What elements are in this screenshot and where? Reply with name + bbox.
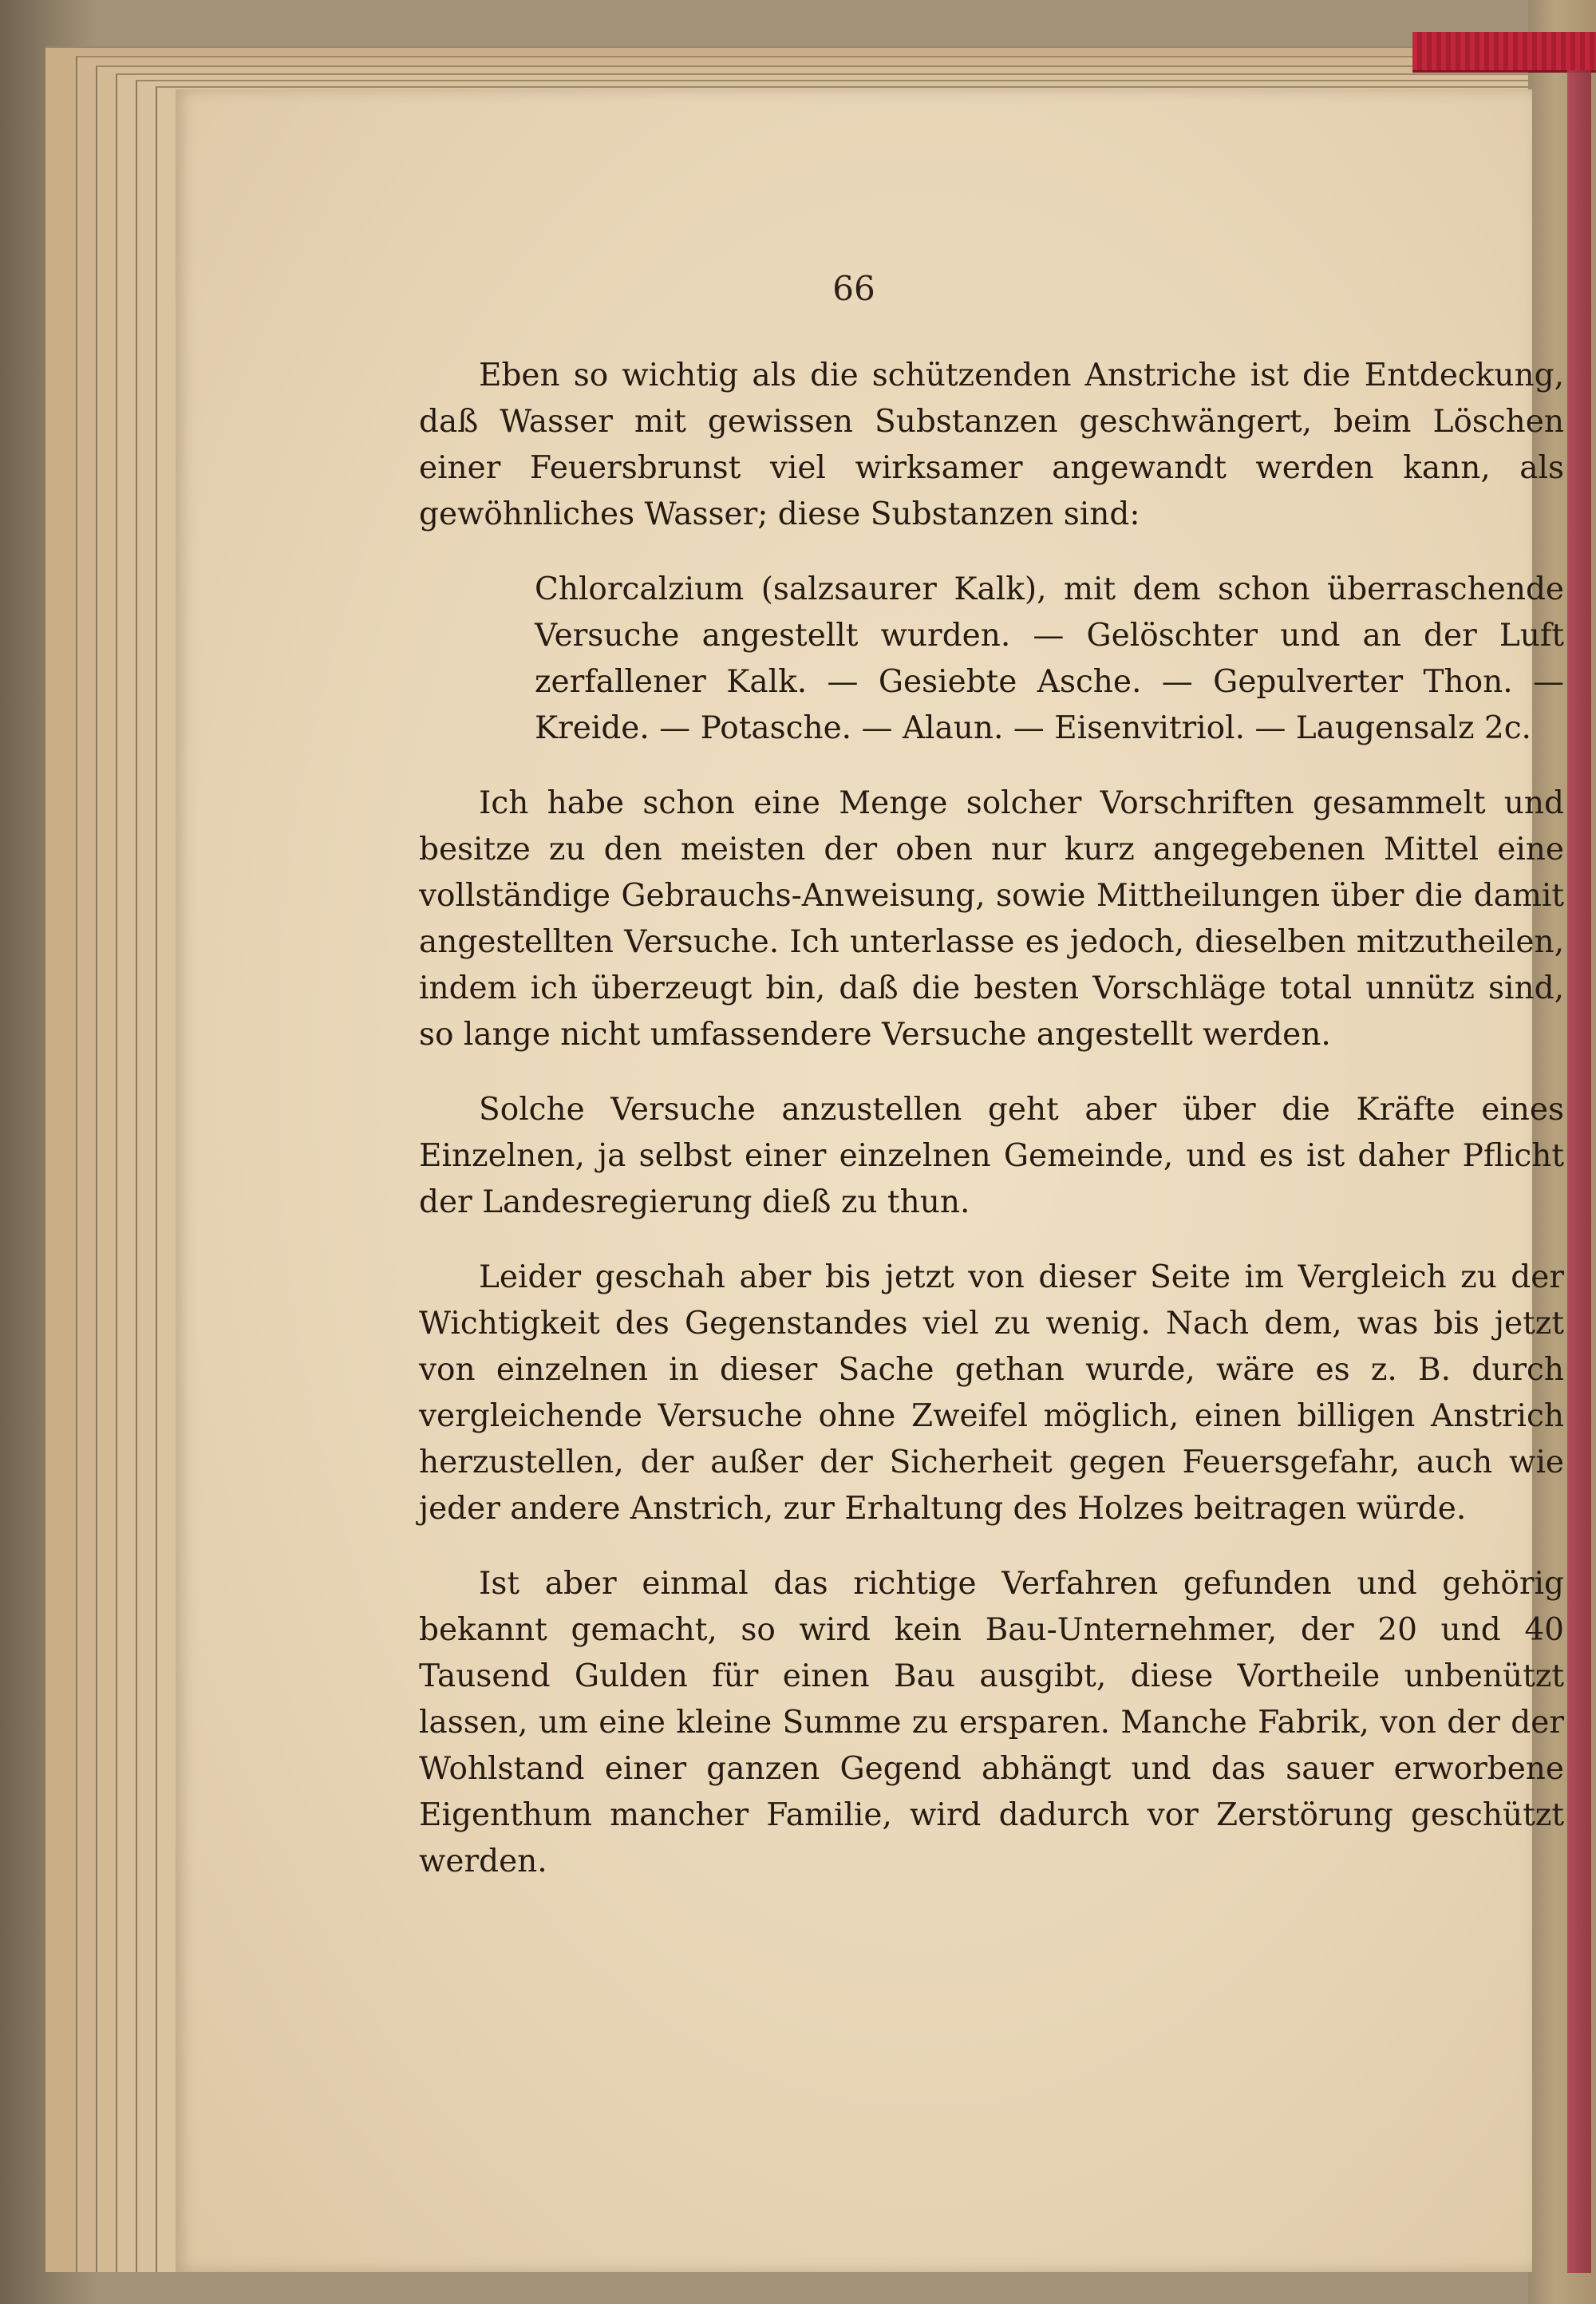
red-binding — [1412, 32, 1596, 73]
substance-list: Chlorcalzium (salzsaurer Kalk), mit dem schon überraschende Versuche angestellt wurden. — Gelöschter und an der Luft zerfallener Kalk. — Gesiebte Asche. — Gepulverter Thon. — Kreide. — Potasche. — Alaun. — Eisenvitriol. — Laugensalz 2c. — [535, 571, 1564, 746]
cover-edge — [1567, 70, 1591, 2273]
paragraph: Eben so wichtig als die schützenden Anstriche ist die Entdeckung, daß Wasser mit gewissen Substanzen geschwängert, beim Löschen einer Feuersbrunst viel wirksamer angewandt werden kann, als gewöhnliches Wasser; diese Substanzen sind: — [419, 358, 1564, 532]
paragraph: Leider geschah aber bis jetzt von dieser Seite im Vergleich zu der Wichtigkeit des Gegenstandes viel zu wenig. Nach dem, was bis jetzt von einzelnen in dieser Sache gethan wurde, wäre es z. B. durch vergleichende Versuche ohne Zweifel möglich, einen billigen Anstrich herzustellen, der außer der Sicherheit gegen Feuersgefahr, auch wie jeder andere Anstrich, zur Erhaltung des Holzes beitragen würde. — [419, 1259, 1564, 1527]
book-page — [176, 89, 1564, 2272]
paragraph: Solche Versuche anzustellen geht aber über die Kräfte eines Einzelnen, ja selbst einer einzelnen Gemeinde, und es ist daher Pflicht der Landesregierung dieß zu thun. — [419, 1092, 1564, 1220]
page-text — [419, 353, 1564, 1914]
paragraph: Ich habe schon eine Menge solcher Vorschriften gesammelt und besitze zu den meisten der oben nur kurz angegebenen Mittel eine vollständige Gebrauchs-Anweisung, sowie Mittheilungen über die damit angestellten Versuche. Ich unterlasse es jedoch, dieselben mitzutheilen, indem ich überzeugt bin, daß die besten Vorschläge total unnütz sind, so lange nicht umfassendere Versuche angestellt werden. — [419, 785, 1564, 1053]
page-number: 66 — [832, 269, 875, 308]
paragraph: Ist aber einmal das richtige Verfahren gefunden und gehörig bekannt gemacht, so wird kein Bau-Unternehmer, der 20 und 40 Tausend Gulden für einen Bau ausgibt, diese Vortheile unbenützt lassen, um eine kleine Summe zu ersparen. Manche Fabrik, von der der Wohlstand einer ganzen Gegend abhängt und das sauer erworbene Eigenthum mancher Familie, wird dadurch vor Zerstörung geschützt werden. — [419, 1566, 1564, 1879]
